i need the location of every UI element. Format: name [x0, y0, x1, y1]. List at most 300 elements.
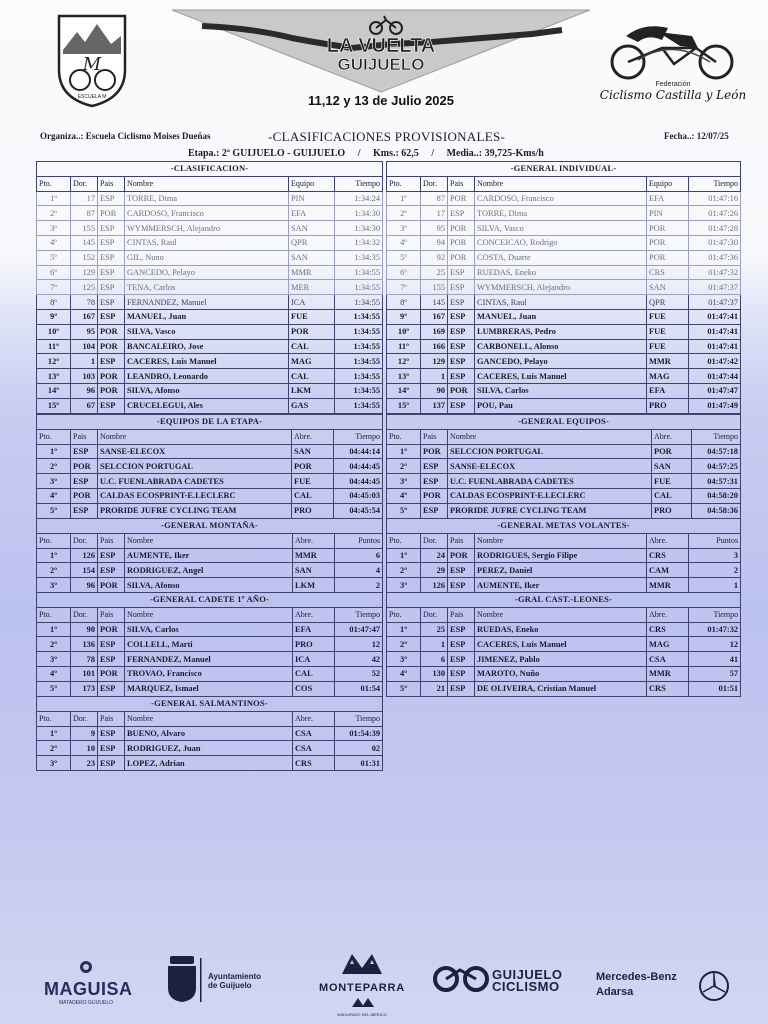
table-row — [387, 444, 741, 459]
rider-name-cell: GIL, Nuno — [125, 250, 289, 265]
position-cell: 2º — [387, 206, 421, 221]
table-row — [37, 383, 383, 398]
country-cell: POR — [98, 578, 125, 593]
position-cell: 3º — [387, 221, 421, 236]
stage-separator: / — [431, 148, 435, 159]
country-cell: ESP — [98, 548, 125, 563]
table-row — [37, 444, 383, 459]
country-cell: ESP — [98, 191, 125, 206]
bib-cell: 10 — [71, 741, 98, 756]
country-cell: ESP — [71, 474, 98, 489]
team-code-cell: CAL — [289, 369, 335, 384]
bib-cell: 67 — [71, 398, 98, 413]
column-header: Abre. — [293, 607, 335, 622]
bib-cell: 167 — [71, 309, 98, 324]
position-cell: 5º — [387, 250, 421, 265]
column-header: Pais — [448, 607, 475, 622]
country-cell: POR — [98, 666, 125, 681]
table-row — [37, 309, 383, 324]
time-cell: 01:51 — [689, 681, 741, 696]
time-cell: 04:44:45 — [334, 459, 383, 474]
column-header: Nombre — [125, 711, 293, 726]
column-header: Equipo — [647, 176, 689, 191]
rider-name-cell: CONCEICAO, Rodrigo — [475, 235, 647, 250]
position-cell: 11º — [37, 339, 71, 354]
section-title: -CLASIFICACION- — [37, 162, 383, 177]
guijuelo-ciclismo-logo — [432, 964, 578, 999]
school-logo — [55, 10, 129, 108]
column-header: Abre. — [292, 429, 334, 444]
time-cell: 57 — [689, 666, 741, 681]
column-header: Pais — [98, 533, 125, 548]
country-cell: ESP — [98, 354, 125, 369]
country-cell: ESP — [421, 503, 448, 518]
position-cell: 8º — [387, 295, 421, 310]
country-cell: ESP — [98, 681, 125, 696]
team-code-cell: PIN — [289, 191, 335, 206]
team-code-cell: FUE — [647, 309, 689, 324]
general-cadete-table — [36, 592, 383, 697]
position-cell: 2º — [37, 206, 71, 221]
team-code-cell: QPR — [289, 235, 335, 250]
time-cell: 1:34:55 — [335, 280, 383, 295]
position-cell: 6º — [37, 265, 71, 280]
table-row — [37, 339, 383, 354]
rider-name-cell: GANCEDO, Pelayo — [475, 354, 647, 369]
position-cell: 8º — [37, 295, 71, 310]
rider-name-cell: CINTAS, Raul — [475, 295, 647, 310]
table-row — [37, 265, 383, 280]
section-title: -EQUIPOS DE LA ETAPA- — [37, 415, 383, 430]
rider-name-cell: COLLELL, Marti — [125, 637, 293, 652]
svg-text:ESCUELA M: ESCUELA M — [77, 94, 107, 100]
team-code-cell: POR — [292, 459, 334, 474]
points-cell: 2 — [335, 578, 383, 593]
bib-cell: 169 — [421, 324, 448, 339]
table-row — [37, 474, 383, 489]
time-cell: 1:34:32 — [335, 235, 383, 250]
rider-name-cell: DE OLIVEIRA, Cristian Manuel — [475, 681, 647, 696]
position-cell: 3º — [387, 652, 421, 667]
gral-cast-leones-table — [386, 592, 741, 697]
column-header: Nombre — [475, 176, 647, 191]
country-cell: ESP — [448, 398, 475, 413]
country-cell: POR — [448, 221, 475, 236]
team-code-cell: EFA — [293, 622, 335, 637]
bib-cell: 87 — [71, 206, 98, 221]
table-row — [387, 280, 741, 295]
bib-cell: 101 — [71, 666, 98, 681]
team-code-cell: CRS — [647, 681, 689, 696]
column-header: Pto. — [387, 176, 421, 191]
table-row — [387, 488, 741, 503]
team-code-cell: SAN — [292, 444, 334, 459]
position-cell: 2º — [37, 459, 71, 474]
table-row — [387, 578, 741, 593]
rider-name-cell: BANCALEIRO, Jose — [125, 339, 289, 354]
team-code-cell: CRS — [293, 756, 335, 771]
bib-cell: 87 — [421, 191, 448, 206]
time-cell: 01:31 — [335, 756, 383, 771]
time-cell: 01:54:39 — [335, 726, 383, 741]
bib-cell: 24 — [421, 548, 448, 563]
bib-cell: 104 — [71, 339, 98, 354]
position-cell: 1º — [37, 548, 71, 563]
time-cell: 41 — [689, 652, 741, 667]
time-cell: 01:47:32 — [689, 622, 741, 637]
team-code-cell: POR — [647, 250, 689, 265]
bib-cell: 126 — [71, 548, 98, 563]
position-cell: 3º — [37, 578, 71, 593]
time-cell: 04:58:36 — [692, 503, 741, 518]
team-code-cell: FUE — [292, 474, 334, 489]
ayuntamiento-logo — [162, 954, 272, 1009]
table-row — [387, 191, 741, 206]
team-name-cell: U.C. FUENLABRADA CADETES — [98, 474, 292, 489]
country-cell: ESP — [98, 741, 125, 756]
team-name-cell: PRORIDE JUFRE CYCLING TEAM — [448, 503, 652, 518]
team-code-cell: PIN — [647, 206, 689, 221]
team-code-cell: PRO — [652, 503, 692, 518]
team-name-cell: SELCCION PORTUGAL — [448, 444, 652, 459]
position-cell: 5º — [37, 250, 71, 265]
time-cell: 01:47:41 — [689, 309, 741, 324]
bib-cell: 103 — [71, 369, 98, 384]
stage-average: Media..: 39,725-Kms/h — [446, 148, 544, 159]
team-code-cell: MMR — [293, 548, 335, 563]
column-header: Tiempo — [692, 429, 741, 444]
svg-text:LA VUELTA: LA VUELTA — [326, 35, 436, 57]
country-cell: POR — [448, 548, 475, 563]
country-cell: POR — [448, 235, 475, 250]
position-cell: 3º — [387, 578, 421, 593]
country-cell: ESP — [448, 622, 475, 637]
rider-name-cell: RODRIGUEZ, Angel — [125, 563, 293, 578]
country-cell: ESP — [98, 637, 125, 652]
rider-name-cell: CACERES, Luis Manuel — [475, 369, 647, 384]
rider-name-cell: WYMMERSCH, Alejandro — [125, 221, 289, 236]
federation-label: Federación — [655, 81, 691, 88]
team-name-cell: CALDAS ECOSPRINT-E.LECLERC — [98, 488, 292, 503]
coat-of-arms-icon — [162, 954, 202, 1004]
bib-cell: 9 — [71, 726, 98, 741]
column-header: Abre. — [293, 533, 335, 548]
table-row — [387, 250, 741, 265]
position-cell: 5º — [37, 681, 71, 696]
table-row — [387, 206, 741, 221]
maguisa-name: MAGUISA — [44, 979, 133, 999]
team-code-cell: MMR — [647, 578, 689, 593]
bib-cell: 96 — [71, 383, 98, 398]
time-cell: 1:34:55 — [335, 398, 383, 413]
column-header: Dor. — [421, 176, 448, 191]
column-header: Tiempo — [335, 176, 383, 191]
rider-name-cell: AUMENTE, Iker — [475, 578, 647, 593]
rider-name-cell: MAROTO, Nuño — [475, 666, 647, 681]
rider-name-cell: COSTA, Duarte — [475, 250, 647, 265]
time-cell: 01:47:16 — [689, 191, 741, 206]
position-cell: 12º — [387, 354, 421, 369]
position-cell: 5º — [387, 681, 421, 696]
country-cell: ESP — [448, 309, 475, 324]
country-cell: ESP — [448, 280, 475, 295]
position-cell: 3º — [37, 652, 71, 667]
general-salmantinos-table — [36, 696, 383, 771]
country-cell: ESP — [448, 652, 475, 667]
section-title: -GENERAL MONTAÑA- — [37, 519, 383, 534]
bib-cell: 17 — [71, 191, 98, 206]
column-header: Pto. — [37, 533, 71, 548]
team-code-cell: MMR — [647, 666, 689, 681]
column-header: Abre. — [647, 607, 689, 622]
team-code-cell: MAG — [647, 369, 689, 384]
position-cell: 4º — [387, 235, 421, 250]
bib-cell: 6 — [421, 652, 448, 667]
country-cell: ESP — [98, 295, 125, 310]
rider-name-cell: CARDOSO, Francisco — [125, 206, 289, 221]
rider-name-cell: FERNANDEZ, Manuel — [125, 295, 289, 310]
team-code-cell: SAN — [293, 563, 335, 578]
time-cell: 04:57:31 — [692, 474, 741, 489]
table-row — [37, 666, 383, 681]
team-code-cell: EFA — [289, 206, 335, 221]
time-cell: 01:47:47 — [689, 383, 741, 398]
team-name-cell: U.C. FUENLABRADA CADETES — [448, 474, 652, 489]
time-cell: 01:47:49 — [689, 398, 741, 413]
table-row — [387, 681, 741, 696]
team-code-cell: QPR — [647, 295, 689, 310]
position-cell: 2º — [37, 741, 71, 756]
position-cell: 13º — [37, 369, 71, 384]
position-cell: 7º — [37, 280, 71, 295]
rider-name-cell: SILVA, Carlos — [125, 622, 293, 637]
team-code-cell: CAL — [292, 488, 334, 503]
column-header: Pto. — [37, 711, 71, 726]
team-code-cell: CAL — [289, 339, 335, 354]
svg-text:M: M — [82, 54, 102, 75]
table-row — [387, 474, 741, 489]
section-title: -GENERAL EQUIPOS- — [387, 415, 741, 430]
country-cell: POR — [448, 250, 475, 265]
table-row — [387, 459, 741, 474]
bib-cell: 17 — [421, 206, 448, 221]
table-row — [387, 309, 741, 324]
rider-name-cell: MANUEL, Juan — [475, 309, 647, 324]
team-code-cell: MER — [289, 280, 335, 295]
organizer: Organiza..: Escuela Ciclismo Moises Dueñas — [40, 131, 211, 141]
time-cell: 04:58:20 — [692, 488, 741, 503]
team-code-cell: SAN — [289, 221, 335, 236]
rider-name-cell: LOPEZ, Adrian — [125, 756, 293, 771]
monteparra-logo — [314, 952, 410, 1017]
column-header: Puntos — [335, 533, 383, 548]
column-header: Tiempo — [689, 607, 741, 622]
time-cell: 1:34:55 — [335, 354, 383, 369]
position-cell: 14º — [37, 383, 71, 398]
country-cell: ESP — [448, 681, 475, 696]
table-row — [37, 354, 383, 369]
rider-name-cell: POU, Pau — [475, 398, 647, 413]
team-code-cell: EFA — [647, 383, 689, 398]
team-code-cell: POR — [647, 235, 689, 250]
position-cell: 2º — [37, 637, 71, 652]
monteparra-name: MONTEPARRA — [318, 982, 405, 994]
country-cell: ESP — [98, 398, 125, 413]
page-title: -CLASIFICACIONES PROVISIONALES- — [268, 129, 506, 144]
country-cell: POR — [421, 488, 448, 503]
column-header: Tiempo — [335, 711, 383, 726]
time-cell: 1:34:30 — [335, 206, 383, 221]
table-row — [37, 488, 383, 503]
rider-name-cell: SILVA, Afonso — [125, 578, 293, 593]
country-cell: ESP — [448, 666, 475, 681]
event-dates: 11,12 y 13 de Julio 2025 — [308, 93, 454, 108]
team-code-cell: CAL — [293, 666, 335, 681]
table-row — [387, 622, 741, 637]
position-cell: 4º — [387, 666, 421, 681]
team-code-cell: CRS — [647, 622, 689, 637]
country-cell: ESP — [448, 369, 475, 384]
table-row — [37, 756, 383, 771]
stage-separator: / — [357, 148, 361, 159]
rider-name-cell: CINTAS, Raul — [125, 235, 289, 250]
position-cell: 2º — [387, 637, 421, 652]
bib-cell: 21 — [421, 681, 448, 696]
stage-name: Etapa.: 2ª GUIJUELO - GUIJUELO — [188, 148, 346, 159]
position-cell: 12º — [37, 354, 71, 369]
team-code-cell: FUE — [647, 324, 689, 339]
bib-cell: 25 — [421, 265, 448, 280]
column-header: Dor. — [421, 533, 448, 548]
table-row — [387, 354, 741, 369]
position-cell: 2º — [387, 563, 421, 578]
table-row — [387, 563, 741, 578]
team-code-cell: SAN — [652, 459, 692, 474]
guijuelo-ciclismo-line1: GUIJUELO — [492, 967, 563, 982]
position-cell: 15º — [387, 398, 421, 413]
bib-cell: 173 — [71, 681, 98, 696]
time-cell: 1:34:30 — [335, 221, 383, 236]
time-cell: 42 — [335, 652, 383, 667]
column-header: Nombre — [448, 429, 652, 444]
table-row — [387, 637, 741, 652]
bib-cell: 95 — [71, 324, 98, 339]
position-cell: 9º — [37, 309, 71, 324]
country-cell: POR — [98, 339, 125, 354]
table-row — [37, 503, 383, 518]
time-cell: 01:47:37 — [689, 295, 741, 310]
table-row — [37, 563, 383, 578]
column-header: Abre. — [647, 533, 689, 548]
column-header: Abre. — [652, 429, 692, 444]
country-cell: ESP — [421, 474, 448, 489]
time-cell: 01:47:42 — [689, 354, 741, 369]
country-cell: ESP — [98, 309, 125, 324]
bib-cell: 1 — [71, 354, 98, 369]
country-cell: POR — [448, 191, 475, 206]
time-cell: 01:47:41 — [689, 324, 741, 339]
time-cell: 1:34:35 — [335, 250, 383, 265]
bib-cell: 96 — [71, 578, 98, 593]
team-code-cell: CSA — [293, 726, 335, 741]
team-code-cell: MMR — [289, 265, 335, 280]
points-cell: 4 — [335, 563, 383, 578]
country-cell: ESP — [98, 221, 125, 236]
team-code-cell: MAG — [647, 637, 689, 652]
country-cell: ESP — [448, 578, 475, 593]
bib-cell: 145 — [71, 235, 98, 250]
table-row — [37, 324, 383, 339]
position-cell: 1º — [37, 444, 71, 459]
rider-name-cell: SILVA, Vasco — [125, 324, 289, 339]
team-name-cell: PRORIDE JUFRE CYCLING TEAM — [98, 503, 292, 518]
column-header: Nombre — [475, 607, 647, 622]
bib-cell: 166 — [421, 339, 448, 354]
table-row — [387, 339, 741, 354]
rider-name-cell: WYMMERSCH, Alejandro — [475, 280, 647, 295]
time-cell: 04:44:14 — [334, 444, 383, 459]
bib-cell: 145 — [421, 295, 448, 310]
position-cell: 1º — [37, 726, 71, 741]
team-code-cell: PRO — [293, 637, 335, 652]
column-header: Dor. — [421, 607, 448, 622]
rider-name-cell: CARDOSO, Francisco — [475, 191, 647, 206]
rider-name-cell: TENA, Carlos — [125, 280, 289, 295]
section-title: -GENERAL SALMANTINOS- — [37, 697, 383, 712]
mercedes-line2: Adarsa — [596, 986, 634, 998]
country-cell: ESP — [448, 324, 475, 339]
time-cell: 1:34:55 — [335, 265, 383, 280]
time-cell: 01:47:44 — [689, 369, 741, 384]
section-title: -GENERAL INDIVIDUAL- — [387, 162, 741, 177]
bicycle-icon — [432, 964, 490, 994]
bib-cell: 167 — [421, 309, 448, 324]
team-code-cell: CRS — [647, 548, 689, 563]
position-cell: 1º — [37, 622, 71, 637]
rider-name-cell: MARQUEZ, Ismael — [125, 681, 293, 696]
bib-cell: 1 — [421, 369, 448, 384]
country-cell: ESP — [98, 250, 125, 265]
country-cell: ESP — [448, 295, 475, 310]
country-cell: ESP — [448, 265, 475, 280]
general-equipos-table — [386, 414, 741, 519]
rider-name-cell: MANUEL, Juan — [125, 309, 289, 324]
rider-name-cell: RUEDAS, Eneko — [475, 622, 647, 637]
column-header: Pto. — [387, 429, 421, 444]
country-cell: ESP — [448, 637, 475, 652]
team-code-cell: FUE — [647, 339, 689, 354]
mountain-small-icon — [340, 997, 384, 1007]
column-header: Puntos — [689, 533, 741, 548]
bib-cell: 126 — [421, 578, 448, 593]
country-cell: POR — [448, 383, 475, 398]
position-cell: 10º — [37, 324, 71, 339]
time-cell: 01:47:37 — [689, 280, 741, 295]
team-name-cell: SANSE-ELECOX — [98, 444, 292, 459]
country-cell: POR — [98, 206, 125, 221]
country-cell: ESP — [98, 235, 125, 250]
country-cell: ESP — [448, 563, 475, 578]
bib-cell: 125 — [71, 280, 98, 295]
general-montana-table — [36, 518, 383, 593]
bib-cell: 1 — [421, 637, 448, 652]
column-header: Abre. — [293, 711, 335, 726]
bib-cell: 152 — [71, 250, 98, 265]
maguisa-tagline: MATADERO GUIJUELO — [59, 1000, 113, 1006]
team-code-cell: SAN — [647, 280, 689, 295]
table-row — [37, 622, 383, 637]
team-code-cell: CSA — [647, 652, 689, 667]
